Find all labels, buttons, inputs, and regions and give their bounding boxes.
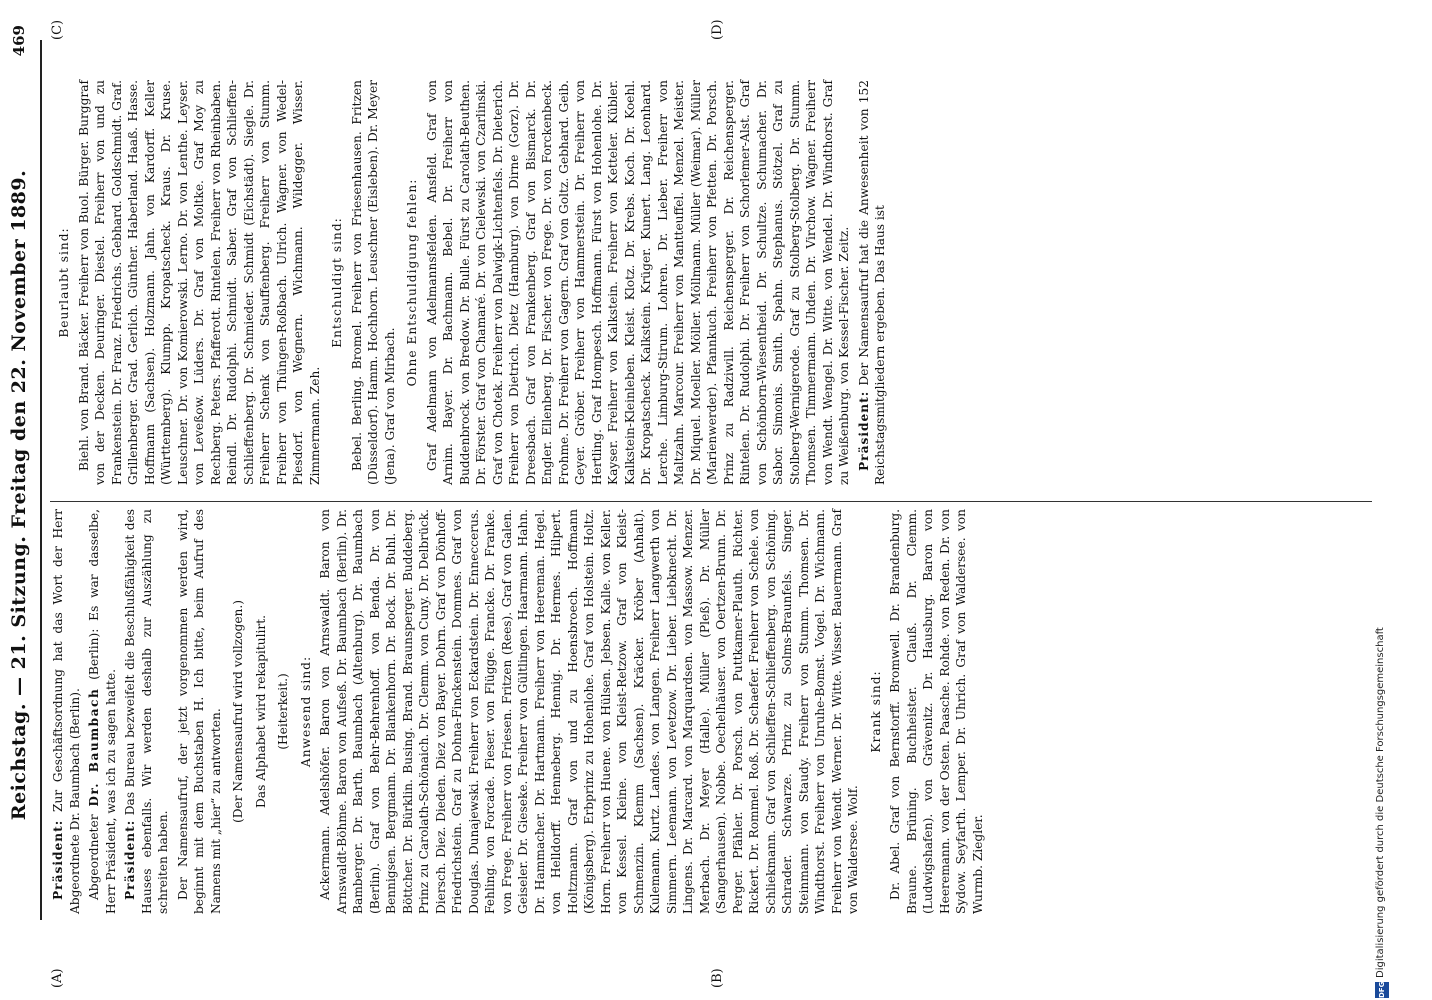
- page-number: 469: [10, 25, 28, 57]
- right-column: [50, 80, 892, 485]
- stage-note: Das Alphabet wird rekapitulirt.: [253, 615, 268, 808]
- president-paragraph-1: [50, 509, 83, 914]
- present-heading: Anwesend sind:: [298, 655, 313, 768]
- roll-call-paragraph: Der Namensaufruf, der jetzt vorgenommen werden wird, beginnt mit dem Buchstaben H. Ich bitte, beim Aufruf des Namens mit „hier“ zu antworten.: [175, 509, 223, 914]
- present-list: Ackermann. Adelshöfer. Baron von Arnswaldt. Baron von Arnswaldt-Böhme. Baron von Aufseß. Dr. Baumbach (Berlin). Dr. Bamberger. Dr. Barth. Baumbach (Altenburg). Dr. Baumbach (Berlin). Graf von Behr-Behrenhoff. von Benda. Dr. von Bennigsen. Bergmann. Dr. Blankenhorn. Dr. Bock. Dr. Buhl. Dr. Böttcher. Dr. Bürklin. Busing. Brand. Braunsperger. Buddeberg. Prinz zu Carolath-Schönaich. Dr. Clemm. von Cuny. Dr. Delbrück. Diersch. Diez. Dieden. Diez von Bayer. Dohrn. Graf von Dönhoff-Friedrichstein. Graf zu Dohna-Finckenstein. Dommes. Graf von Douglas. Dunajewski. Freiherr von Eckardstein. Dr. Enneccerus. Fehling. von Forcade. Fieser. von Flügge. Francke. Dr. Franke. von Frege. Freiherr von Friesen. Fritzen (Rees). Graf von Galen. Geiseler. Dr. Gieseke. Freiherr von Gültlingen. Haarmann. Hahn. Dr. Hammacher. Dr. Hartmann. Freiherr von Heereman. Hegel. von Helldorff. Henneberg. Hennig. Dr. Hermes. Hilpert. Holtzmann. Graf von und zu Hoensbroech. Hoffmann (Königsberg). Erbprinz zu Hohenlohe. Graf von Holstein. Holtz. Horn. Freiherr von Huene. von Hülsen. Jebsen. Kalle. von Keller. von Kessel. Kleine. von Kleist-Retzow. Graf von Kleist-Schmenzin. Klemm (Sachsen). Kräcker. Kröber (Anhalt). Kulemann. Kurtz. Landes. von Langen. Freiherr Langwerth von Simmern. Leemann. von Levetzow. Dr. Lieber. Liebknecht. Dr. Lingens. Dr. Marcard. von Marquardsen. von Massow. Menzer. Merbach. Dr. Meyer (Halle). Müller (Pleß). Dr. Müller (Sangerhausen). Nobbe. Oechelhäuser. von Oertzen-Brunn. Dr. Perger. Pfähler. Dr. Porsch. von Puttkamer-Plauth. Richter. Rickert. Dr. Rommel. Roß. Dr. Schaefer. Freiherr von Schele. von Schliekmann. Graf von Schlieffen-Schlieffenberg. von Schöning. Schrader. Schwarze. Prinz zu Solms-Braunfels. Singer. Steinmann. von Staudy. Freiherr von Stumm. Thomsen. Dr. Windthorst. Freiherr von Unruhe-Bomst. Vogel. Dr. Wichmann. Freiherr von Wendt. Werner. Dr. Witte. Wisser. Bauermann. Graf von Waldersee. Wolf.: [318, 509, 860, 914]
- paragraph-text: Zur Geschäftsordnung hat das Wort der Herr Abgeordnete Dr. Baumbach (Berlin).: [51, 508, 82, 914]
- speaker-name: Dr. Baumbach: [87, 687, 101, 807]
- stage-note: (Der Namensaufruf wird vollzogen.): [231, 599, 245, 824]
- president-paragraph-2: [122, 509, 172, 914]
- margin-marker-a: (A): [50, 968, 65, 988]
- left-column: [50, 509, 989, 914]
- excused-list: Bebel. Berling. Bromel. Freiherr von Friesenhausen. Fritzen (Düsseldorf). Hamm. Hochhorn. Leuschner (Eisleben). Dr. Meyer (Jena). Graf von Mirbach.: [349, 80, 397, 485]
- absent-heading: Ohne Entschuldigung fehlen:: [405, 178, 419, 387]
- margin-marker-c: (C): [50, 19, 65, 40]
- margin-marker-b: (B): [710, 968, 725, 988]
- digitization-footer: [1372, 0, 1394, 1000]
- paragraph-text: Der Namensaufruf hat die Anwesenheit von 152 Reichstagsmitgliedern ergeben. Das Haus ist: [856, 79, 887, 485]
- speaker-label: Präsident:: [123, 819, 137, 900]
- speaker-label: Präsident:: [51, 819, 65, 900]
- sick-heading: Krank sind:: [868, 670, 883, 753]
- dfg-logo-icon: DFG: [1375, 982, 1389, 998]
- paragraph-text: Das Bureau bezweifelt die Beschlußfähigkeit des Hauses ebenfalls. Wir werden deshalb zur Auszählung zu schreiten haben.: [123, 508, 170, 914]
- paragraph-text: (Berlin): Es war dasselbe, Herr Präsident, was ich zu sagen hatte.: [87, 508, 118, 914]
- excused-heading: Entschuldigt sind:: [330, 217, 344, 348]
- running-header: Reichstag. — 21. Sitzung. Freitag den 22. November 1889.: [8, 169, 30, 821]
- leave-list: Biehl. von Brand. Bäcker. Freiherr von Buol. Bürger. Burggraf von der Decken. Deuringer. Diestel. Freiherr von und zu Frankenstein. Dr. Franz. Friedrichs. Gebhard. Goldschmidt. Graf. Grillenberger. Grad. Gerlich. Günther. Haberland. Haaß. Hasse. Hoffmann (Sachsen). Holzmann. Jahn. von Kardorff. Keller (Württemberg). Klumpp. Kropatscheck. Kraus. Dr. Kruse. Leuschner. Dr. von Komierowski. Lerno. Dr. von Lenthe. Leyser. von Leveßow. Lüders. Dr. Graf von Moltke. Graf Moy zu Rechberg. Peters. Pfafferott. Rintelen. Freiherr von Rheinbaben. Reindl. Dr. Rudolphi. Schmidt. Saber. Graf von Schlieffen-Schlieffenberg. Dr. Schmieder. Schmidt (Eichstädt). Siegle. Dr. Freiherr Schenk von Stauffenberg. Freiherr von Stumm. Freiherr von Thüngen-Roßbach. Ulrich. Wagner. von Wedel-Piesdorf. von Wegnern. Wichmann. Wildegger. Wisser. Zimmermann. Zeh.: [76, 80, 322, 485]
- header-rule: [40, 40, 42, 920]
- column-divider: [50, 501, 1380, 502]
- baumbach-paragraph: [86, 509, 119, 914]
- speaker-intro: Abgeordneter: [87, 814, 101, 900]
- president-paragraph-final: [856, 80, 889, 485]
- leave-heading: Beurlaubt sind:: [57, 227, 71, 338]
- margin-marker-d: (D): [710, 19, 725, 40]
- stage-note: (Heiterkeit.): [276, 673, 290, 750]
- absent-list: Graf Adelmann von Adelmannsfelden. Ansfeld. Graf von Arnim. Bayer. Dr. Bachmann. Bebel. Dr. Freiherr von Buddenbrock. von Bredow. Dr. Bulle. Fürst zu Carolath-Beuthen. Dr. Förster. Graf von Chamaré. Dr. von Cielewski. von Czarlinski. Graf von Chotek. Freiherr von Dalwigk-Lichtenfels. Dr. Dieterich. Freiherr von Dietrich. Dietz (Hamburg). von Dirne (Gorz). Dr. Dreesbach. Graf von Frankenberg. Graf von Bismarck. Dr. Engler. Ellenberg. Dr. Fischer. von Frege. Dr. von Forckenbeck. Frohme. Dr. Freiherr von Gagern. Graf von Goltz. Gebhard. Geib. Geyer. Gröber. Freiherr von Hammerstein. Dr. Freiherr von Hertling. Graf Hompesch. Hoffmann. Fürst von Hohenlohe. Dr. Kayser. Freiherr von Kalkstein. Freiherr von Ketteler. Kübler. Kalkstein-Kleinleben. Kleist. Klotz. Dr. Krebs. Koch. Dr. Koehl. Dr. Kropatscheck. Kalkstein. Krüger. Kunert. Lang. Leonhard. Lerche. Limburg-Stirum. Lohren. Dr. Lieber. Freiherr von Maltzahn. Marcour. Freiherr von Mantteuffel. Menzel. Meister. Dr. Miquel. Moeller. Möller. Möllmann. Müller (Weimar). Müller (Marienwerder). Pfannkuch. Freiherr von Pfetten. Dr. Porsch. Prinz zu Radziwill. Reichensperger. Dr. Reichensperger. Rintelen. Dr. Rudolphi. Dr. Freiherr von Schorlemer-Alst. Graf von Schönborn-Wiesentheid. Dr. Schultze. Schumacher. Dr. Sabor. Simonis. Smith. Spahn. Stephanus. Stötzel. Graf zu Stolberg-Wernigerode. Graf zu Stolberg-Stolberg. Dr. Stumm. Thomsen. Timmermann. Uhden. Dr. Virchow. Wagner. Freiherr von Wendt. Wengel. Dr. Witte. von Wendel. Dr. Windthorst. Graf zu Weißenburg. von Kessel-Fischer. Zeitz.: [424, 80, 851, 485]
- funding-note: Digitalisierung gefördert durch die Deutsche Forschungsgemeinschaft: [1375, 627, 1386, 978]
- sick-list: Dr. Abel. Graf von Bernstorff. Bromwell. Dr. Brandenburg. Braune. Brüning. Buchheister. Clauß. Dr. Clemm. (Ludwigshafen). von Grävenitz. Dr. Hausburg. Baron von Heeremann. von der Osten. Paasche. Rohde. von Reden. Dr. von Sydow. Seyfarth. Lemper. Dr. Uhrich. Graf von Waldersee. von Wurmb. Ziegler.: [888, 509, 985, 914]
- speaker-label: Präsident:: [856, 390, 871, 471]
